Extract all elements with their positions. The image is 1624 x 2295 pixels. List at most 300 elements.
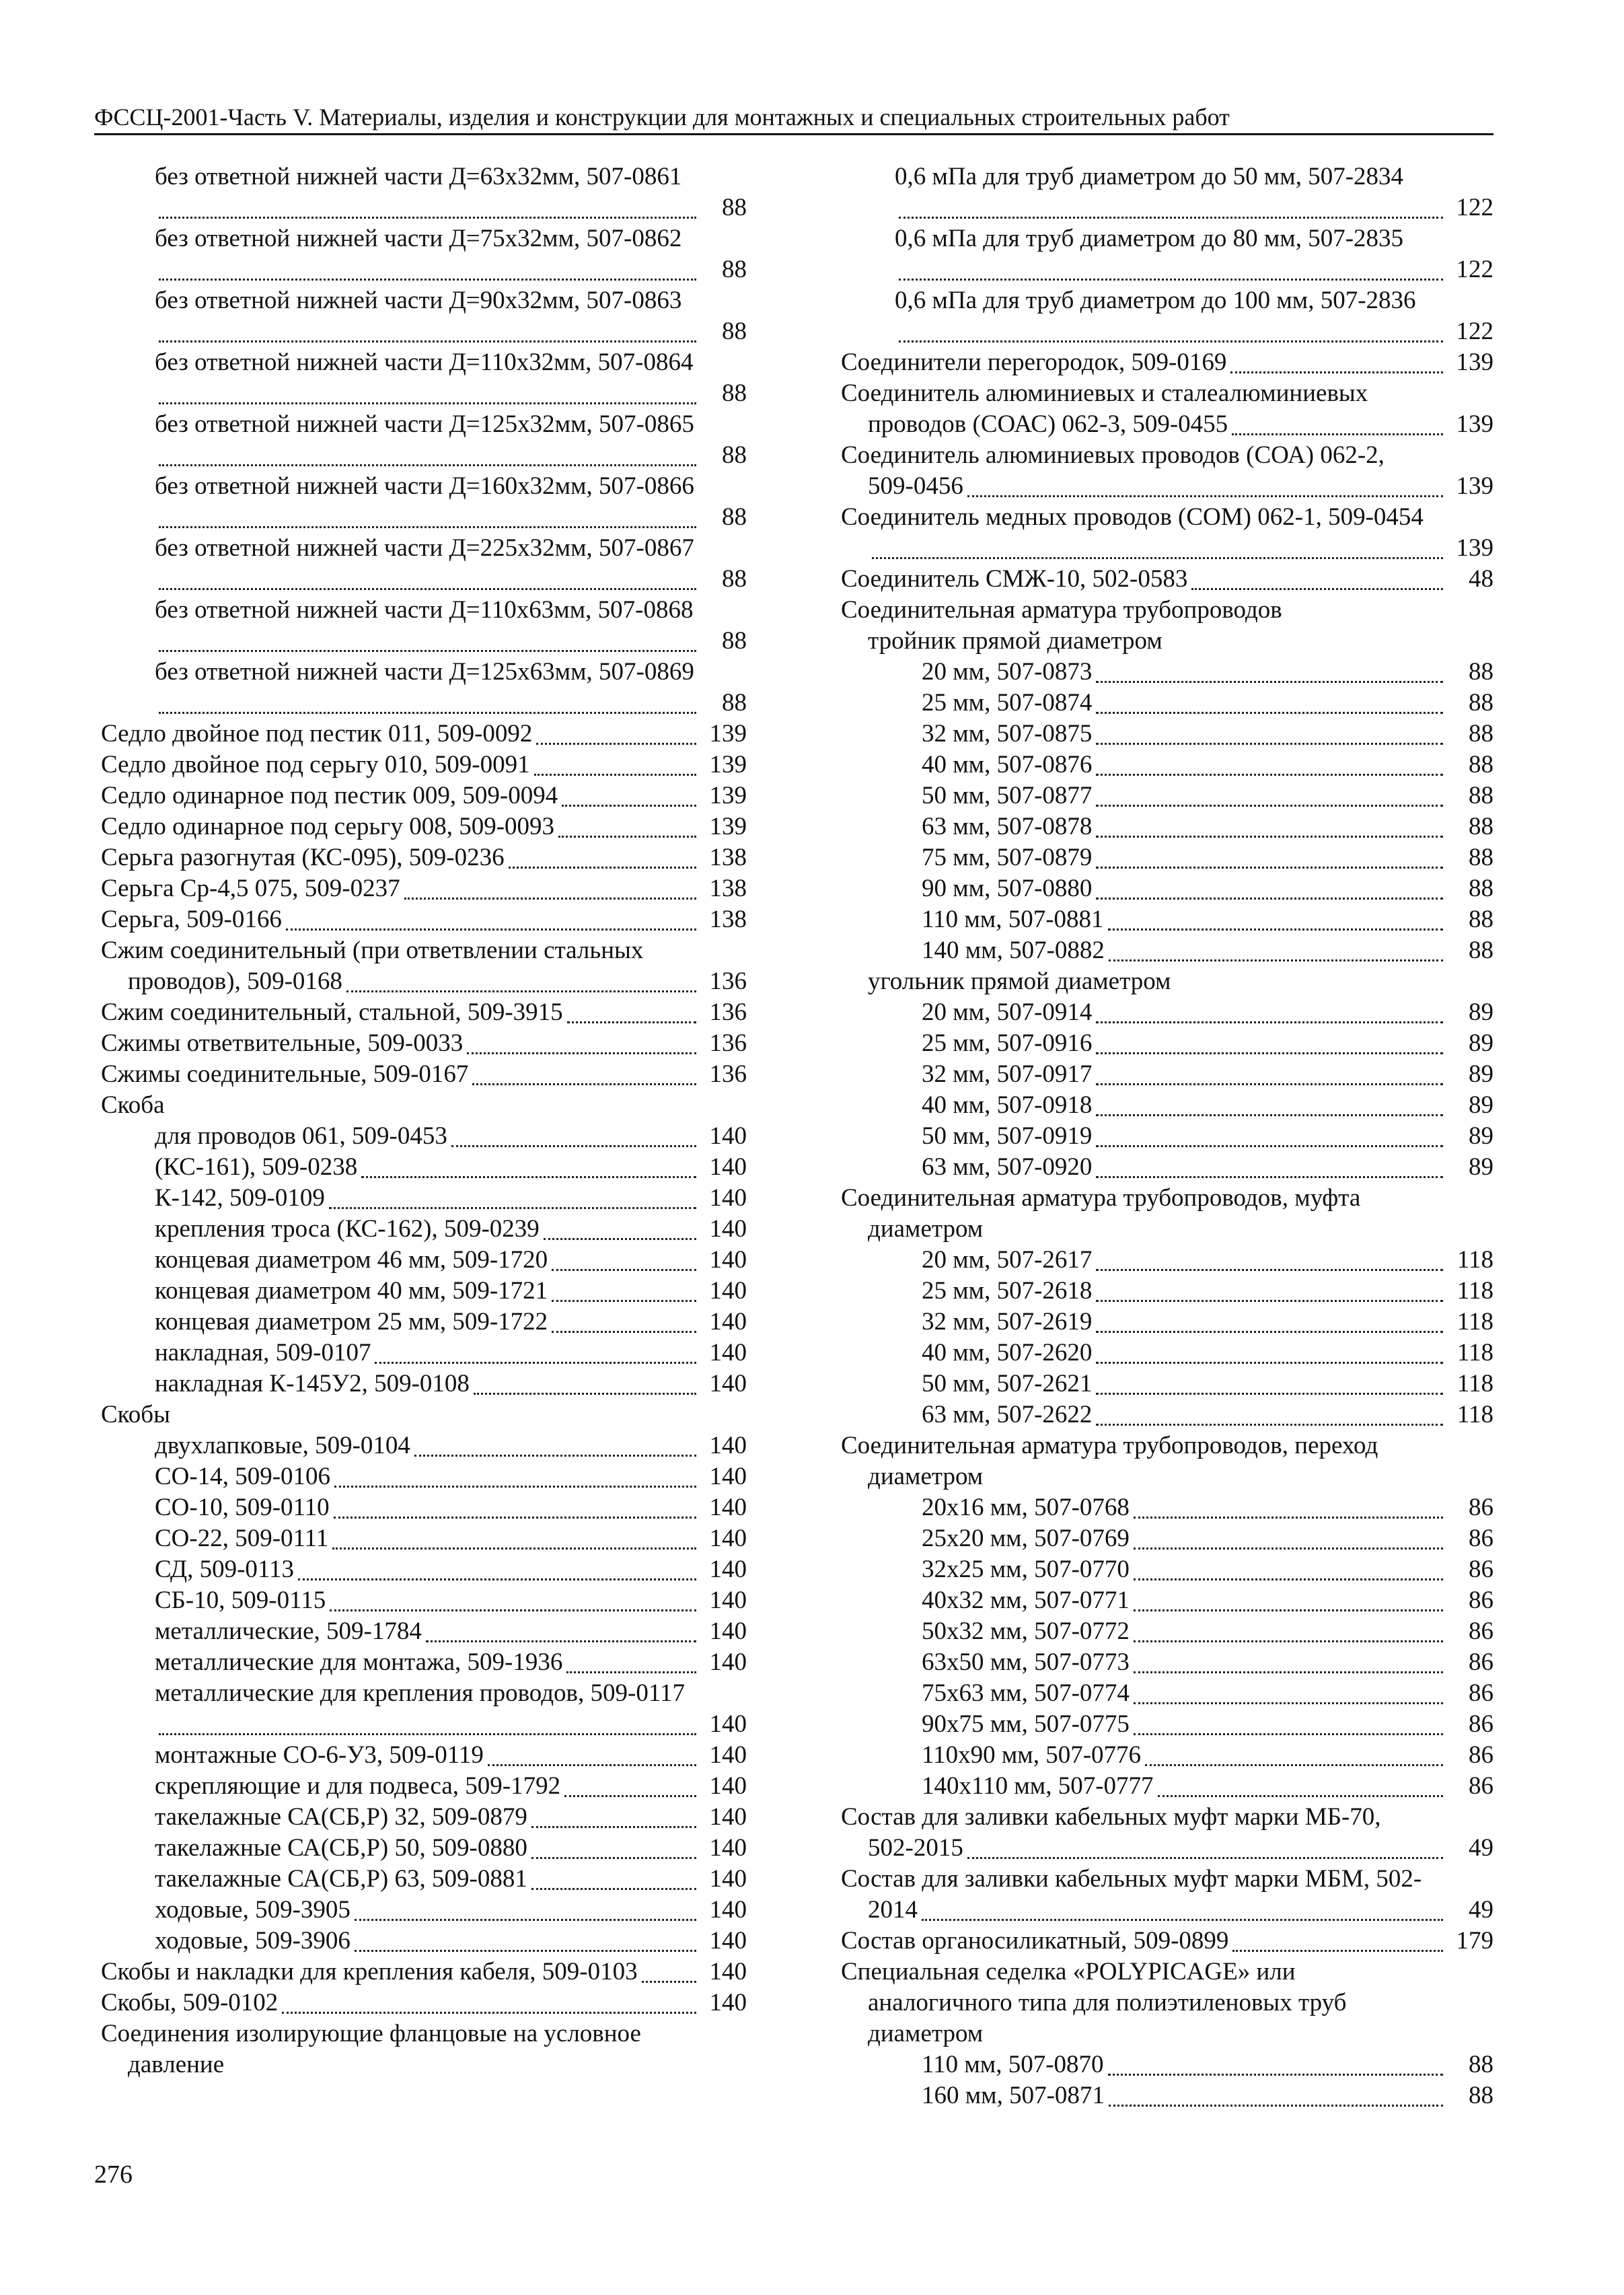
index-entry (841, 595, 1493, 626)
dot-leader (567, 1021, 696, 1023)
page-ref: 49 (1469, 1834, 1493, 1862)
page-ref: 88 (722, 627, 747, 655)
dot-leader (1096, 898, 1443, 900)
index-entry (841, 1399, 1493, 1430)
entry-text: Соединитель алюминиевых и сталеалюминиевых (841, 379, 1368, 407)
page-ref: 88 (722, 689, 747, 717)
index-entry (101, 1957, 747, 1988)
entry-text: СО-14, 509-0106 (155, 1463, 331, 1490)
dot-leader (159, 650, 696, 652)
dot-leader (558, 836, 696, 838)
page-ref: 140 (709, 1370, 747, 1397)
dot-leader (1096, 1362, 1443, 1364)
index-entry (841, 1864, 1493, 1895)
entry-text: металлические, 509-1784 (155, 1617, 422, 1645)
dot-leader (1096, 712, 1443, 714)
dot-leader (355, 1950, 696, 1952)
dot-leader (1134, 1578, 1443, 1580)
index-entry (841, 1183, 1493, 1214)
index-entry (841, 1802, 1493, 1833)
dot-leader (159, 402, 696, 404)
index-entry (101, 873, 747, 904)
entry-text: Соединительная арматура трубопроводов, переход (841, 1432, 1378, 1459)
page-ref: 86 (1469, 1679, 1493, 1707)
page-ref: 88 (722, 256, 747, 283)
dot-leader (1134, 1640, 1443, 1642)
dot-leader (334, 1486, 696, 1488)
index-entry (841, 1585, 1493, 1616)
entry-text: аналогичного типа для полиэтиленовых труб (868, 1989, 1347, 2016)
index-entry (101, 409, 747, 440)
index-entry (101, 316, 747, 347)
entry-text: 110 мм, 507-0870 (922, 2051, 1104, 2078)
entry-text: без ответной нижней части Д=160х32мм, 507-0866 (155, 472, 694, 500)
entry-text: тройник прямой диаметром (868, 627, 1162, 655)
index-entry (841, 1926, 1493, 1957)
entry-text: проводов (СОАС) 062-3, 509-0455 (868, 410, 1228, 438)
dot-leader (1134, 1671, 1443, 1673)
page-ref: 88 (722, 503, 747, 531)
dot-leader (1096, 1021, 1443, 1023)
index-entry (101, 1276, 747, 1307)
entry-text: 25х20 мм, 507-0769 (922, 1525, 1130, 1552)
page-ref: 88 (1469, 937, 1493, 964)
index-entry (841, 440, 1493, 471)
page-ref: 139 (709, 720, 747, 748)
page-ref: 88 (722, 318, 747, 345)
index-entry (101, 1369, 747, 1399)
page-ref: 88 (1469, 875, 1493, 902)
index-entry (841, 997, 1493, 1028)
dot-leader (451, 1145, 696, 1147)
dot-leader (1096, 1393, 1443, 1395)
index-entry (841, 1214, 1493, 1245)
entry-text: 0,6 мПа для труб диаметром до 100 мм, 507-2836 (895, 287, 1416, 314)
entry-text: СО-10, 509-0110 (155, 1494, 330, 1521)
index-entry (101, 1678, 747, 1709)
entry-text: 20 мм, 507-0914 (922, 998, 1093, 1026)
index-entry (101, 997, 747, 1028)
index-entry (841, 1895, 1493, 1926)
index-entry (841, 904, 1493, 935)
dot-leader (566, 1671, 696, 1673)
entry-text: проводов), 509-0168 (128, 968, 342, 995)
entry-text: Скобы (101, 1401, 170, 1428)
entry-text: Состав органосиликатный, 509-0899 (841, 1927, 1229, 1955)
entry-text: без ответной нижней части Д=110х63мм, 507-0868 (155, 596, 694, 624)
dot-leader (159, 217, 696, 219)
entry-text: без ответной нижней части Д=63х32мм, 507-0861 (155, 163, 682, 190)
entry-text: двухлапковые, 509-0104 (155, 1432, 410, 1459)
page-ref: 118 (1456, 1401, 1493, 1428)
entry-text: 0,6 мПа для труб диаметром до 50 мм, 507-2834 (895, 163, 1404, 190)
entry-text: СБ-10, 509-0115 (155, 1587, 326, 1614)
page-ref: 138 (709, 875, 747, 902)
page-ref: 86 (1469, 1617, 1493, 1645)
page-ref: 48 (1469, 565, 1493, 593)
entry-text: Серьга, 509-0166 (101, 906, 282, 933)
page-ref: 140 (709, 1617, 747, 1645)
dot-leader (642, 1981, 696, 1983)
page-ref: 89 (1469, 1091, 1493, 1119)
dot-leader (1096, 1114, 1443, 1116)
dot-leader (1108, 2074, 1443, 2076)
entry-text: такелажные СА(СБ,Р) 32, 509-0879 (155, 1803, 527, 1831)
dot-leader (361, 1176, 696, 1178)
dot-leader (355, 1919, 696, 1921)
index-column-right (841, 161, 1493, 2111)
page-ref: 140 (709, 1122, 747, 1150)
entry-text: такелажные СА(СБ,Р) 50, 509-0880 (155, 1834, 527, 1862)
page-ref: 86 (1469, 1556, 1493, 1583)
entry-text: 50 мм, 507-0877 (922, 782, 1093, 809)
index-entry (101, 1307, 747, 1338)
index-entry (841, 1121, 1493, 1152)
index-entry (841, 1616, 1493, 1647)
dot-leader (159, 526, 696, 528)
dot-leader (1145, 1764, 1443, 1766)
dot-leader (552, 1331, 696, 1333)
dot-leader (1232, 433, 1443, 435)
index-entry (841, 2080, 1493, 2111)
entry-text: 20х16 мм, 507-0768 (922, 1494, 1130, 1521)
page-ref: 118 (1456, 1308, 1493, 1336)
index-entry (101, 1647, 747, 1678)
entry-text: СД, 509-0113 (155, 1556, 295, 1583)
index-entry (841, 750, 1493, 780)
entry-text: без ответной нижней части Д=110х32мм, 507-0864 (155, 349, 694, 376)
dot-leader (334, 1517, 696, 1519)
index-entry (101, 1771, 747, 1802)
dot-leader (967, 495, 1443, 497)
index-entry (101, 1492, 747, 1523)
page-ref: 88 (1469, 658, 1493, 686)
index-entry (841, 1369, 1493, 1399)
entry-text: Состав для заливки кабельных муфт марки МБМ, 502- (841, 1865, 1422, 1893)
running-header: ФССЦ-2001-Часть V. Материалы, изделия и конструкции для монтажных и специальных строительных работ (94, 104, 1230, 131)
entry-text: Специальная седелка «POLYPICAGE» или (841, 1958, 1296, 1986)
dot-leader (536, 743, 696, 745)
entry-text: 40 мм, 507-2620 (922, 1339, 1093, 1367)
page-ref: 136 (709, 998, 747, 1026)
page-ref: 86 (1469, 1772, 1493, 1800)
entry-text: Соединительная арматура трубопроводов (841, 596, 1282, 624)
page-ref: 140 (709, 1927, 747, 1955)
index-entry (101, 1926, 747, 1957)
entry-text: Скобы и накладки для крепления кабеля, 509-0103 (101, 1958, 638, 1986)
page-ref: 88 (1469, 689, 1493, 717)
index-entry (101, 161, 747, 192)
page-ref: 140 (709, 1556, 747, 1583)
page-ref: 140 (709, 1339, 747, 1367)
dot-leader (298, 1578, 696, 1580)
dot-leader (1232, 1950, 1443, 1952)
page-ref: 118 (1456, 1370, 1493, 1397)
entry-text: Соединения изолирующие фланцовые на условное (101, 2020, 641, 2047)
index-entry (101, 1214, 747, 1245)
dot-leader (159, 464, 696, 466)
index-entry (841, 533, 1493, 564)
index-entry (841, 1554, 1493, 1585)
index-entry (101, 1895, 747, 1926)
entry-text: 40 мм, 507-0876 (922, 751, 1093, 778)
dot-leader (1096, 1424, 1443, 1426)
dot-leader (159, 588, 696, 590)
index-entry (101, 904, 747, 935)
dot-leader (562, 805, 696, 807)
page-ref: 140 (709, 1432, 747, 1459)
entry-text: концевая диаметром 40 мм, 509-1721 (155, 1277, 548, 1305)
index-entry (841, 873, 1493, 904)
entry-text: давление (128, 2051, 225, 2078)
entry-text: для проводов 061, 509-0453 (155, 1122, 447, 1150)
page-ref: 89 (1469, 1153, 1493, 1181)
entry-text: Сжимы ответвительные, 509-0033 (101, 1029, 464, 1057)
entry-text: концевая диаметром 46 мм, 509-1720 (155, 1246, 548, 1274)
page-ref: 140 (709, 1803, 747, 1831)
dot-leader (899, 217, 1443, 219)
entry-text: 25 мм, 507-0916 (922, 1029, 1093, 1057)
index-entry (101, 440, 747, 471)
dot-leader (1134, 1517, 1443, 1519)
page-ref: 89 (1469, 1060, 1493, 1088)
entry-text: угольник прямой диаметром (868, 968, 1171, 995)
index-column-left (101, 161, 747, 2080)
dot-leader (1096, 1269, 1443, 1271)
index-entry (101, 533, 747, 564)
index-entry (841, 657, 1493, 688)
dot-leader (1096, 1145, 1443, 1147)
index-entry (101, 1121, 747, 1152)
dot-leader (282, 2012, 696, 2014)
dot-leader (1109, 959, 1443, 961)
index-entry (841, 378, 1493, 409)
dot-leader (1158, 1795, 1443, 1797)
page-ref: 136 (709, 1029, 747, 1057)
index-entry (841, 1307, 1493, 1338)
entry-text: без ответной нижней части Д=90х32мм, 507-0863 (155, 287, 682, 314)
index-entry (841, 1771, 1493, 1802)
index-entry (101, 1338, 747, 1369)
entry-text: ходовые, 509-3905 (155, 1896, 350, 1924)
page-ref: 140 (709, 1772, 747, 1800)
index-entry (841, 1678, 1493, 1709)
dot-leader (159, 340, 696, 342)
page-ref: 88 (722, 194, 747, 221)
index-entry (101, 223, 747, 254)
page-ref: 179 (1456, 1927, 1493, 1955)
page-ref: 88 (722, 441, 747, 469)
dot-leader (1096, 774, 1443, 776)
entry-text: скрепляющие и для подвеса, 509-1792 (155, 1772, 561, 1800)
entry-text: 32 мм, 507-0917 (922, 1060, 1093, 1088)
dot-leader (509, 867, 696, 869)
page-ref: 88 (1469, 813, 1493, 840)
entry-text: металлические для крепления проводов, 509-0117 (155, 1679, 685, 1707)
index-entry (101, 780, 747, 811)
entry-text: диаметром (868, 1215, 984, 1243)
dot-leader (159, 279, 696, 281)
entry-text: без ответной нижней части Д=225х32мм, 507-0867 (155, 534, 694, 562)
page-ref: 140 (709, 1648, 747, 1676)
entry-text: Соединительная арматура трубопроводов, муфта (841, 1184, 1361, 1212)
entry-text: Седло одинарное под серьгу 008, 509-0093 (101, 813, 555, 840)
index-entry (841, 780, 1493, 811)
index-entry (101, 1399, 747, 1430)
index-entry (841, 1492, 1493, 1523)
dot-leader (159, 712, 696, 714)
entry-text: Сжим соединительный, стальной, 509-3915 (101, 998, 563, 1026)
entry-text: Соединитель алюминиевых проводов (СОА) 062-2, (841, 441, 1385, 469)
dot-leader (488, 1764, 696, 1766)
entry-text: 32 мм, 507-2619 (922, 1308, 1093, 1336)
entry-text: Седло двойное под пестик 011, 509-0092 (101, 720, 533, 748)
entry-text: 63 мм, 507-2622 (922, 1401, 1093, 1428)
entry-text: 110х90 мм, 507-0776 (922, 1741, 1142, 1769)
entry-text: накладная К-145У2, 509-0108 (155, 1370, 470, 1397)
index-entry (101, 285, 747, 316)
page-ref: 140 (709, 1277, 747, 1305)
index-entry (101, 1152, 747, 1183)
page-number: 276 (94, 2160, 133, 2189)
dot-leader (1096, 805, 1443, 807)
dot-leader (346, 990, 696, 992)
page-ref: 86 (1469, 1494, 1493, 1521)
index-entry (841, 502, 1493, 533)
page-ref: 140 (709, 1215, 747, 1243)
index-entry (101, 811, 747, 842)
index-entry (841, 1647, 1493, 1678)
page-ref: 86 (1469, 1525, 1493, 1552)
index-entry (101, 1802, 747, 1833)
page-ref: 140 (709, 1834, 747, 1862)
index-entry (841, 1090, 1493, 1121)
page-ref: 88 (722, 565, 747, 593)
dot-leader (967, 1857, 1443, 1859)
entry-text: 90 мм, 507-0880 (922, 875, 1093, 902)
page-ref: 89 (1469, 998, 1493, 1026)
index-entry (101, 1523, 747, 1554)
entry-text: Скоба (101, 1091, 165, 1119)
page-ref: 136 (709, 968, 747, 995)
index-entry (101, 1833, 747, 1864)
entry-text: Состав для заливки кабельных муфт марки МБ-70, (841, 1803, 1381, 1831)
header-rule (94, 133, 1493, 135)
dot-leader (899, 340, 1443, 342)
dot-leader (1230, 371, 1443, 373)
page-ref: 86 (1469, 1741, 1493, 1769)
index-entry (101, 378, 747, 409)
entry-text: 90х75 мм, 507-0775 (922, 1710, 1130, 1738)
index-entry (101, 347, 747, 378)
entry-text: 32 мм, 507-0875 (922, 720, 1093, 748)
dot-leader (534, 774, 696, 776)
dot-leader (467, 1052, 696, 1054)
page-ref: 139 (1456, 534, 1493, 562)
index-entry (101, 595, 747, 626)
page-ref: 118 (1456, 1246, 1493, 1274)
index-entry (841, 347, 1493, 378)
page-ref: 139 (1456, 410, 1493, 438)
index-entry (101, 2049, 747, 2080)
dot-leader (1134, 1609, 1443, 1611)
page-ref: 122 (1456, 256, 1493, 283)
index-entry (101, 564, 747, 595)
index-entry (841, 1740, 1493, 1771)
entry-text: 50 мм, 507-2621 (922, 1370, 1093, 1397)
dot-leader (414, 1455, 696, 1457)
page-ref: 118 (1456, 1277, 1493, 1305)
dot-leader (1096, 1300, 1443, 1302)
page-ref: 88 (1469, 720, 1493, 748)
page-ref: 49 (1469, 1896, 1493, 1924)
index-entry (841, 1833, 1493, 1864)
index-entry (841, 564, 1493, 595)
entry-text: 25 мм, 507-0874 (922, 689, 1093, 717)
entry-text: К-142, 509-0109 (155, 1184, 325, 1212)
page-ref: 140 (709, 1865, 747, 1893)
dot-leader (474, 1393, 696, 1395)
index-entry (101, 1864, 747, 1895)
dot-leader (531, 1826, 696, 1828)
dot-leader (404, 898, 696, 900)
dot-leader (1134, 1702, 1443, 1704)
index-entry (101, 502, 747, 533)
dot-leader (531, 1857, 696, 1859)
entry-text: 0,6 мПа для труб диаметром до 80 мм, 507-2835 (895, 225, 1404, 252)
dot-leader (330, 1609, 696, 1611)
index-entry (841, 1276, 1493, 1307)
index-entry (101, 192, 747, 223)
index-entry (841, 1430, 1493, 1461)
entry-text: 40х32 мм, 507-0771 (922, 1587, 1130, 1614)
entry-text: 20 мм, 507-0873 (922, 658, 1093, 686)
page-ref: 140 (709, 1989, 747, 2016)
entry-text: 63 мм, 507-0920 (922, 1153, 1093, 1181)
index-entry (841, 1988, 1493, 2018)
index-entry (841, 2018, 1493, 2049)
page-ref: 118 (1456, 1339, 1493, 1367)
dot-leader (1134, 1547, 1443, 1550)
index-entry (101, 1183, 747, 1214)
dot-leader (531, 1888, 696, 1890)
page-ref: 88 (1469, 751, 1493, 778)
page-ref: 139 (1456, 472, 1493, 500)
index-entry (101, 688, 747, 719)
index-entry (841, 471, 1493, 502)
index-entry (101, 1585, 747, 1616)
dot-leader (1096, 743, 1443, 745)
page-ref: 86 (1469, 1587, 1493, 1614)
index-entry (101, 1461, 747, 1492)
index-entry (101, 1245, 747, 1276)
index-entry (101, 966, 747, 997)
entry-text: Седло двойное под серьгу 010, 509-0091 (101, 751, 530, 778)
entry-text: крепления троса (КС-162), 509-0239 (155, 1215, 540, 1243)
dot-leader (544, 1238, 696, 1240)
dot-leader (332, 1547, 696, 1550)
page-ref: 122 (1456, 318, 1493, 345)
entry-text: концевая диаметром 25 мм, 509-1722 (155, 1308, 548, 1336)
dot-leader (472, 1083, 696, 1085)
dot-leader (159, 1733, 696, 1735)
entry-text: 20 мм, 507-2617 (922, 1246, 1093, 1274)
index-entry (101, 935, 747, 966)
index-entry (841, 223, 1493, 254)
entry-text: Серьга Ср-4,5 075, 509-0237 (101, 875, 400, 902)
entry-text: без ответной нижней части Д=75х32мм, 507-0862 (155, 225, 682, 252)
dot-leader (329, 1207, 696, 1209)
